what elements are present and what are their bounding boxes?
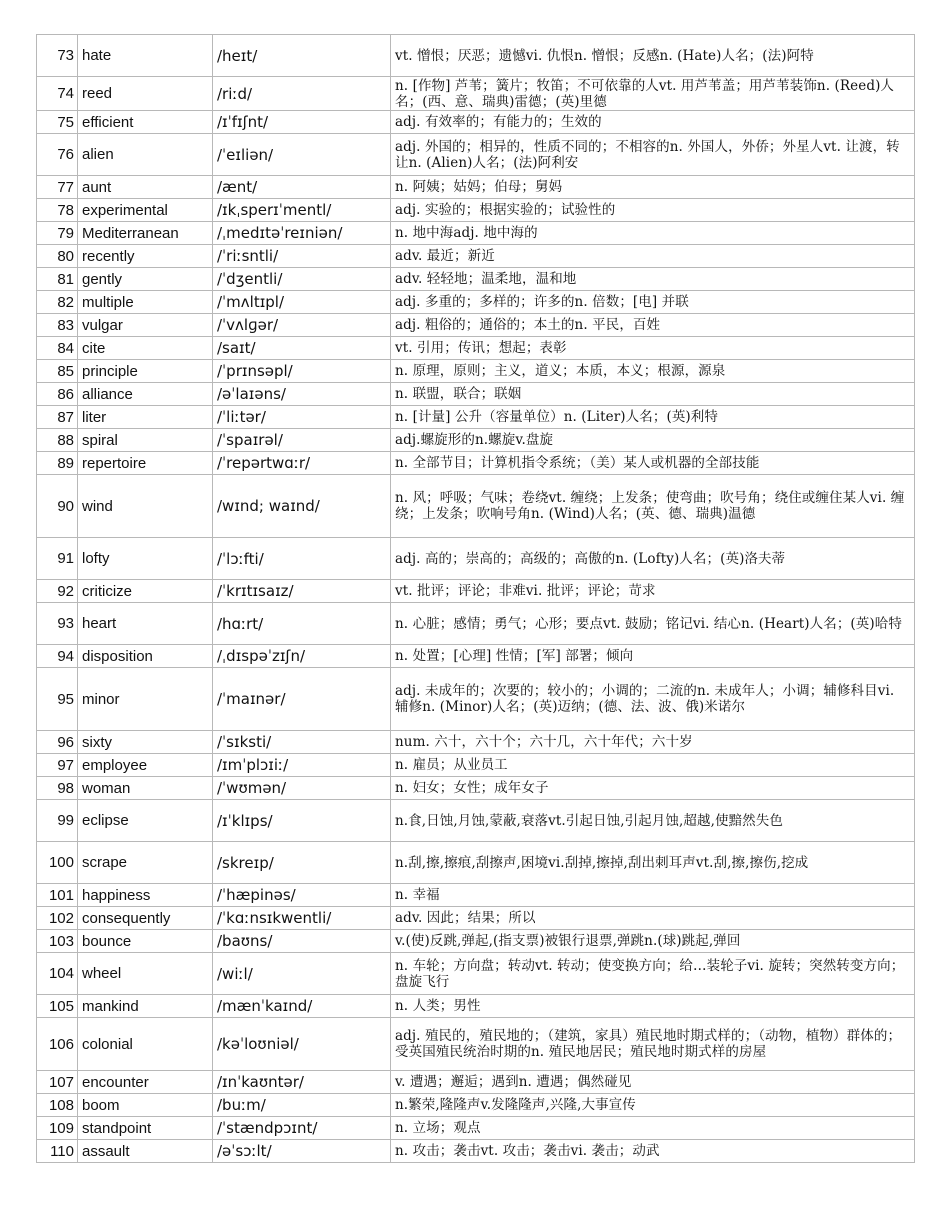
entry-definition: n. 车轮；方向盘；转动vt. 转动；使变换方向；给…装轮子vi. 旋转；突然转变方向；盘旋飞行 [391,953,915,995]
table-row [37,603,915,645]
entry-word: vulgar [78,314,213,337]
entry-definition: v. 遭遇；邂逅；遇到n. 遭遇；偶然碰见 [391,1071,915,1094]
entry-definition: adj.螺旋形的n.螺旋v.盘旋 [391,429,915,452]
entry-word: eclipse [78,800,213,842]
entry-number: 93 [37,603,78,645]
entry-phonetic: /ˈwʊmən/ [213,777,391,800]
entry-definition: n. 风；呼吸；气味；卷绕vt. 缠绕；上发条；使弯曲；吹号角；绕住或缠住某人vi. 缠绕；上发条；吹响号角n. (Wind)人名；(英、德、瑞典)温德 [391,475,915,538]
entry-definition: n.刮,擦,擦痕,刮擦声,困境vi.刮掉,擦掉,刮出刺耳声vt.刮,擦,擦伤,挖成 [391,842,915,884]
entry-definition: adj. 高的；崇高的；高级的；高傲的n. (Lofty)人名；(英)洛夫蒂 [391,538,915,580]
entry-number: 82 [37,291,78,314]
entry-word: multiple [78,291,213,314]
table-row [37,35,915,77]
entry-number: 96 [37,731,78,754]
entry-number: 109 [37,1117,78,1140]
table-row [37,842,915,884]
entry-number: 106 [37,1018,78,1071]
entry-number: 90 [37,475,78,538]
vocabulary-table [36,34,915,1163]
table-row [37,884,915,907]
entry-phonetic: /riːd/ [213,77,391,111]
entry-number: 86 [37,383,78,406]
entry-phonetic: /ˌdɪspəˈzɪʃn/ [213,645,391,668]
entry-phonetic: /saɪt/ [213,337,391,360]
entry-number: 94 [37,645,78,668]
entry-word: consequently [78,907,213,930]
entry-phonetic: /ɪˈklɪps/ [213,800,391,842]
entry-definition: n. 心脏；感情；勇气；心形；要点vt. 鼓励；铭记vi. 结心n. (Heart)人名；(英)哈特 [391,603,915,645]
entry-word: cite [78,337,213,360]
entry-number: 73 [37,35,78,77]
entry-word: assault [78,1140,213,1163]
entry-number: 107 [37,1071,78,1094]
entry-number: 108 [37,1094,78,1117]
table-row [37,360,915,383]
entry-number: 103 [37,930,78,953]
entry-phonetic: /ˈmʌltɪpl/ [213,291,391,314]
entry-phonetic: /ˈriːsntli/ [213,245,391,268]
entry-number: 77 [37,176,78,199]
entry-phonetic: /buːm/ [213,1094,391,1117]
table-row [37,176,915,199]
vocabulary-table-body [37,35,915,1163]
table-row [37,134,915,176]
entry-definition: num. 六十，六十个；六十几，六十年代；六十岁 [391,731,915,754]
entry-definition: adv. 因此；结果；所以 [391,907,915,930]
entry-phonetic: /ˈvʌlɡər/ [213,314,391,337]
entry-definition: adj. 多重的；多样的；许多的n. 倍数；[电] 并联 [391,291,915,314]
entry-phonetic: /əˈsɔːlt/ [213,1140,391,1163]
table-row [37,77,915,111]
entry-phonetic: /ɪnˈkaʊntər/ [213,1071,391,1094]
entry-definition: n. 全部节目；计算机指令系统；（美）某人或机器的全部技能 [391,452,915,475]
table-row [37,777,915,800]
entry-definition: n. [作物] 芦苇；簧片；牧笛；不可依靠的人vt. 用芦苇盖；用芦苇装饰n. (Reed)人名；(西、意、瑞典)雷德；(英)里德 [391,77,915,111]
entry-number: 84 [37,337,78,360]
table-row [37,222,915,245]
entry-word: employee [78,754,213,777]
entry-word: alien [78,134,213,176]
entry-word: principle [78,360,213,383]
table-row [37,645,915,668]
table-row [37,668,915,731]
entry-word: experimental [78,199,213,222]
entry-word: happiness [78,884,213,907]
entry-number: 104 [37,953,78,995]
entry-word: colonial [78,1018,213,1071]
table-row [37,337,915,360]
entry-phonetic: /ˈmaɪnər/ [213,668,391,731]
table-row [37,199,915,222]
entry-number: 78 [37,199,78,222]
table-row [37,1117,915,1140]
entry-word: lofty [78,538,213,580]
entry-phonetic: /heɪt/ [213,35,391,77]
entry-phonetic: /ˈkɑːnsɪkwentli/ [213,907,391,930]
entry-word: repertoire [78,452,213,475]
entry-word: alliance [78,383,213,406]
entry-word: efficient [78,111,213,134]
entry-word: minor [78,668,213,731]
entry-definition: adj. 粗俗的；通俗的；本土的n. 平民，百姓 [391,314,915,337]
entry-word: reed [78,77,213,111]
entry-phonetic: /əˈlaɪəns/ [213,383,391,406]
entry-phonetic: /ˈspaɪrəl/ [213,429,391,452]
entry-number: 81 [37,268,78,291]
entry-definition: adj. 有效率的；有能力的；生效的 [391,111,915,134]
entry-definition: n. 联盟，联合；联姻 [391,383,915,406]
entry-word: recently [78,245,213,268]
table-row [37,475,915,538]
table-row [37,800,915,842]
entry-word: heart [78,603,213,645]
table-row [37,907,915,930]
entry-word: gently [78,268,213,291]
table-row [37,1071,915,1094]
entry-phonetic: /ˈprɪnsəpl/ [213,360,391,383]
entry-number: 76 [37,134,78,176]
entry-definition: n. 雇员；从业员工 [391,754,915,777]
table-row [37,1018,915,1071]
entry-phonetic: /hɑːrt/ [213,603,391,645]
entry-number: 79 [37,222,78,245]
entry-phonetic: /ˈeɪliən/ [213,134,391,176]
entry-number: 100 [37,842,78,884]
entry-number: 98 [37,777,78,800]
entry-phonetic: /ˈkrɪtɪsaɪz/ [213,580,391,603]
entry-phonetic: /baʊns/ [213,930,391,953]
entry-definition: adj. 外国的；相异的，性质不同的；不相容的n. 外国人，外侨；外星人vt. 让渡，转让n. (Alien)人名；(法)阿利安 [391,134,915,176]
entry-number: 88 [37,429,78,452]
table-row [37,314,915,337]
entry-word: hate [78,35,213,77]
entry-number: 101 [37,884,78,907]
entry-phonetic: /ɪˈfɪʃnt/ [213,111,391,134]
entry-definition: adj. 殖民的，殖民地的；（建筑，家具）殖民地时期式样的；（动物，植物）群体的；受英国殖民统治时期的n. 殖民地居民；殖民地时期式样的房屋 [391,1018,915,1071]
entry-word: Mediterranean [78,222,213,245]
entry-number: 89 [37,452,78,475]
entry-phonetic: /ɪkˌsperɪˈmentl/ [213,199,391,222]
entry-number: 92 [37,580,78,603]
entry-word: wind [78,475,213,538]
entry-definition: n. 攻击；袭击vt. 攻击；袭击vi. 袭击；动武 [391,1140,915,1163]
table-row [37,1140,915,1163]
table-row [37,268,915,291]
entry-number: 75 [37,111,78,134]
entry-word: woman [78,777,213,800]
table-row [37,538,915,580]
entry-number: 91 [37,538,78,580]
entry-definition: vt. 批评；评论；非难vi. 批评；评论；苛求 [391,580,915,603]
entry-phonetic: /mænˈkaɪnd/ [213,995,391,1018]
entry-phonetic: /ˈdʒentli/ [213,268,391,291]
entry-definition: v.(使)反跳,弹起,(指支票)被银行退票,弹跳n.(球)跳起,弹回 [391,930,915,953]
entry-phonetic: /kəˈloʊniəl/ [213,1018,391,1071]
entry-word: bounce [78,930,213,953]
entry-word: sixty [78,731,213,754]
entry-number: 74 [37,77,78,111]
entry-definition: n. 立场；观点 [391,1117,915,1140]
entry-phonetic: /ɪmˈplɔɪiː/ [213,754,391,777]
entry-phonetic: /wiːl/ [213,953,391,995]
entry-word: encounter [78,1071,213,1094]
entry-number: 97 [37,754,78,777]
entry-definition: adv. 轻轻地；温柔地，温和地 [391,268,915,291]
entry-number: 80 [37,245,78,268]
entry-phonetic: /ˈlɔːfti/ [213,538,391,580]
table-row [37,580,915,603]
table-row [37,406,915,429]
entry-definition: n. 人类；男性 [391,995,915,1018]
table-row [37,452,915,475]
entry-definition: adj. 实验的；根据实验的；试验性的 [391,199,915,222]
entry-number: 99 [37,800,78,842]
entry-number: 110 [37,1140,78,1163]
entry-phonetic: /ˈhæpinəs/ [213,884,391,907]
entry-definition: n. 阿姨；姑妈；伯母；舅妈 [391,176,915,199]
table-row [37,995,915,1018]
table-row [37,291,915,314]
entry-definition: n. 幸福 [391,884,915,907]
entry-definition: n. 原理，原则；主义，道义；本质，本义；根源，源泉 [391,360,915,383]
entry-definition: vt. 憎恨；厌恶；遗憾vi. 仇恨n. 憎恨；反感n. (Hate)人名；(法)阿特 [391,35,915,77]
table-row [37,429,915,452]
entry-definition: n. 处置；[心理] 性情；[军] 部署；倾向 [391,645,915,668]
entry-definition: n.食,日蚀,月蚀,蒙蔽,衰落vt.引起日蚀,引起月蚀,超越,使黯然失色 [391,800,915,842]
entry-definition: adv. 最近；新近 [391,245,915,268]
entry-word: mankind [78,995,213,1018]
entry-phonetic: /ænt/ [213,176,391,199]
table-row [37,383,915,406]
table-row [37,731,915,754]
entry-definition: adj. 未成年的；次要的；较小的；小调的；二流的n. 未成年人；小调；辅修科目vi. 辅修n. (Minor)人名；(英)迈纳；(德、法、波、俄)米诺尔 [391,668,915,731]
entry-definition: n. [计量] 公升（容量单位）n. (Liter)人名；(英)利特 [391,406,915,429]
entry-phonetic: /ˈliːtər/ [213,406,391,429]
entry-word: aunt [78,176,213,199]
entry-number: 87 [37,406,78,429]
table-row [37,1094,915,1117]
entry-number: 95 [37,668,78,731]
entry-phonetic: /skreɪp/ [213,842,391,884]
entry-phonetic: /ˈstændpɔɪnt/ [213,1117,391,1140]
entry-definition: n. 妇女；女性；成年女子 [391,777,915,800]
entry-word: spiral [78,429,213,452]
entry-number: 102 [37,907,78,930]
entry-word: scrape [78,842,213,884]
entry-word: wheel [78,953,213,995]
table-row [37,930,915,953]
entry-phonetic: /ˈrepərtwɑːr/ [213,452,391,475]
entry-phonetic: /ˈsɪksti/ [213,731,391,754]
entry-definition: vt. 引用；传讯；想起；表彰 [391,337,915,360]
entry-definition: n.繁荣,隆隆声v.发隆隆声,兴隆,大事宣传 [391,1094,915,1117]
entry-word: liter [78,406,213,429]
entry-number: 105 [37,995,78,1018]
entry-number: 83 [37,314,78,337]
entry-word: standpoint [78,1117,213,1140]
table-row [37,953,915,995]
entry-number: 85 [37,360,78,383]
table-row [37,245,915,268]
table-row [37,754,915,777]
entry-word: disposition [78,645,213,668]
entry-phonetic: /ˌmedɪtəˈreɪniən/ [213,222,391,245]
entry-definition: n. 地中海adj. 地中海的 [391,222,915,245]
table-row [37,111,915,134]
entry-word: boom [78,1094,213,1117]
entry-word: criticize [78,580,213,603]
entry-phonetic: /wɪnd; waɪnd/ [213,475,391,538]
